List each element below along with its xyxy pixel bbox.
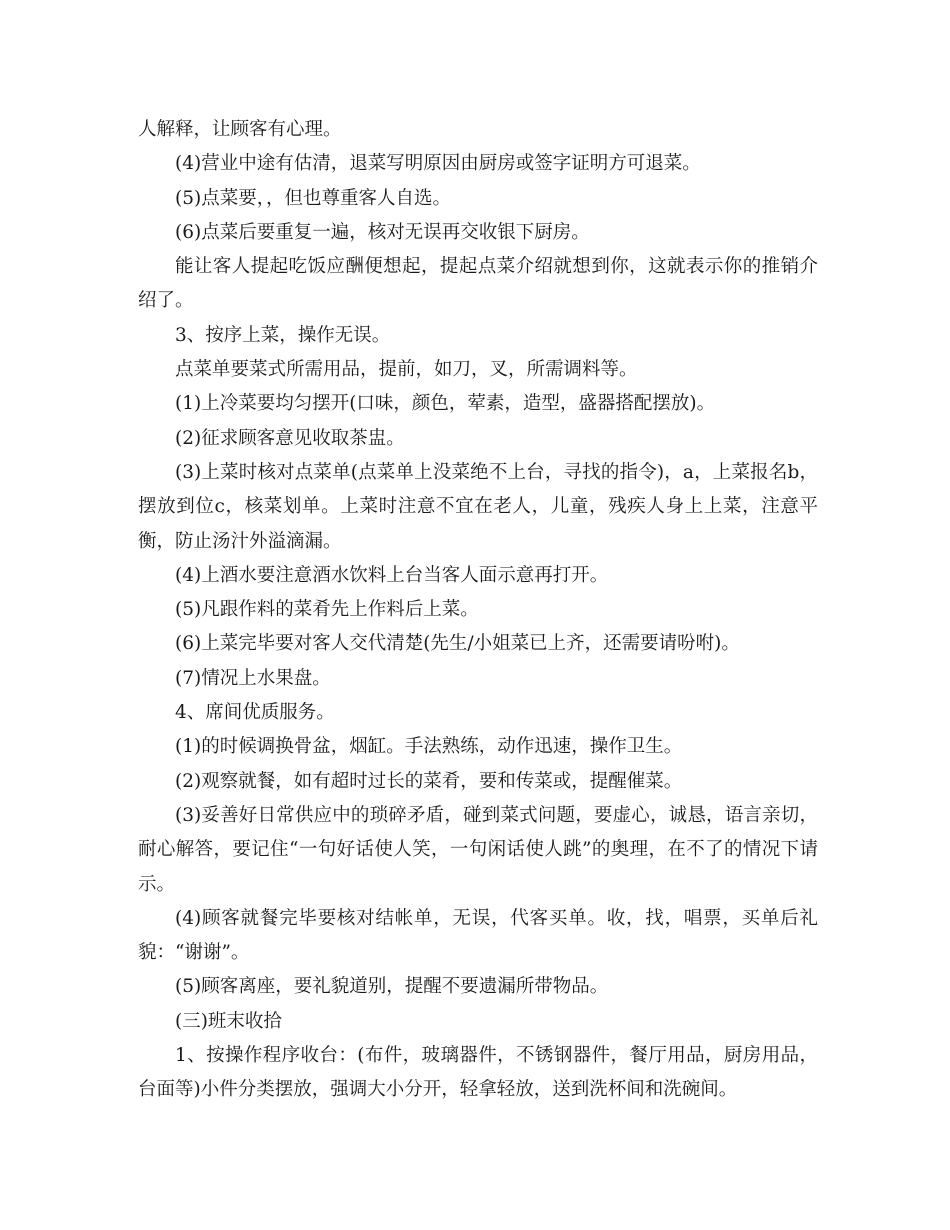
paragraph-21: (三)班末收拾 (175, 1010, 282, 1032)
paragraph-18: (3)妥善好日常供应中的琐碎矛盾，碰到菜式问题，要虚心，诚恳，语言亲切，耐心解答，要记住“一句好话使人笑，一句闲话使人跳”的奥理，在不了的情况下请示。 (138, 804, 818, 895)
paragraph-3: (5)点菜要，，但也尊重客人自选。 (175, 187, 451, 209)
paragraph-16: (1)的时候调换骨盆，烟缸。手法熟练，动作迅速，操作卫生。 (175, 736, 683, 758)
paragraph-13: (6)上菜完毕要对客人交代清楚(先生/小姐菜已上齐，还需要请吩咐)。 (175, 633, 740, 655)
paragraph-10: (3)上菜时核对点菜单(点菜单上没菜绝不上台，寻找的指令)，a，上菜报名b，摆放到位c，核菜划单。上菜时注意不宜在老人，儿童，残疾人身上上菜，注意平衡，防止汤汁外溢滴漏。 (138, 461, 818, 552)
paragraph-20: (5)顾客离座，要礼貌道别，提醒不要遗漏所带物品。 (175, 976, 609, 998)
paragraph-17: (2)观察就餐，如有超时过长的菜肴，要和传菜或，提醒催菜。 (175, 770, 683, 792)
paragraph-15: 4、席间优质服务。 (175, 702, 335, 724)
paragraph-9: (2)征求顾客意见收取茶盅。 (175, 427, 405, 449)
paragraph-5: 能让客人提起吃饭应酬便想起，提起点菜介绍就想到你，这就表示你的推销介绍了。 (138, 256, 818, 312)
document-body (138, 113, 818, 1108)
paragraph-8: (1)上冷菜要均匀摆开(口味，颜色，荤素，造型，盛器搭配摆放)。 (175, 393, 716, 415)
paragraph-7: 点菜单要菜式所需用品，提前，如刀，叉，所需调料等。 (175, 359, 638, 381)
paragraph-2: (4)营业中途有估清，退菜写明原因由厨房或签字证明方可退菜。 (175, 153, 701, 175)
paragraph-11: (4)上酒水要注意酒水饮料上台当客人面示意再打开。 (175, 564, 609, 586)
paragraph-22: 1、按操作程序收台：(布件，玻璃器件，不锈钢器件，餐厅用品，厨房用品，台面等)小件分类摆放，强调大小分开，轻拿轻放，送到洗杯间和洗碗间。 (138, 1045, 818, 1101)
paragraph-1: 人解释，让顾客有心理。 (138, 119, 342, 140)
paragraph-19: (4)顾客就餐完毕要核对结帐单，无误，代客买单。收，找，唱票，买单后礼貌：“谢谢”。 (138, 907, 818, 964)
paragraph-12: (5)凡跟作料的菜肴先上作料后上菜。 (175, 599, 479, 621)
paragraph-4: (6)点菜后要重复一遍，核对无误再交收银下厨房。 (175, 221, 590, 243)
paragraph-6: 3、按序上菜，操作无误。 (175, 324, 391, 346)
paragraph-14: (7)情况上水果盘。 (175, 667, 331, 689)
